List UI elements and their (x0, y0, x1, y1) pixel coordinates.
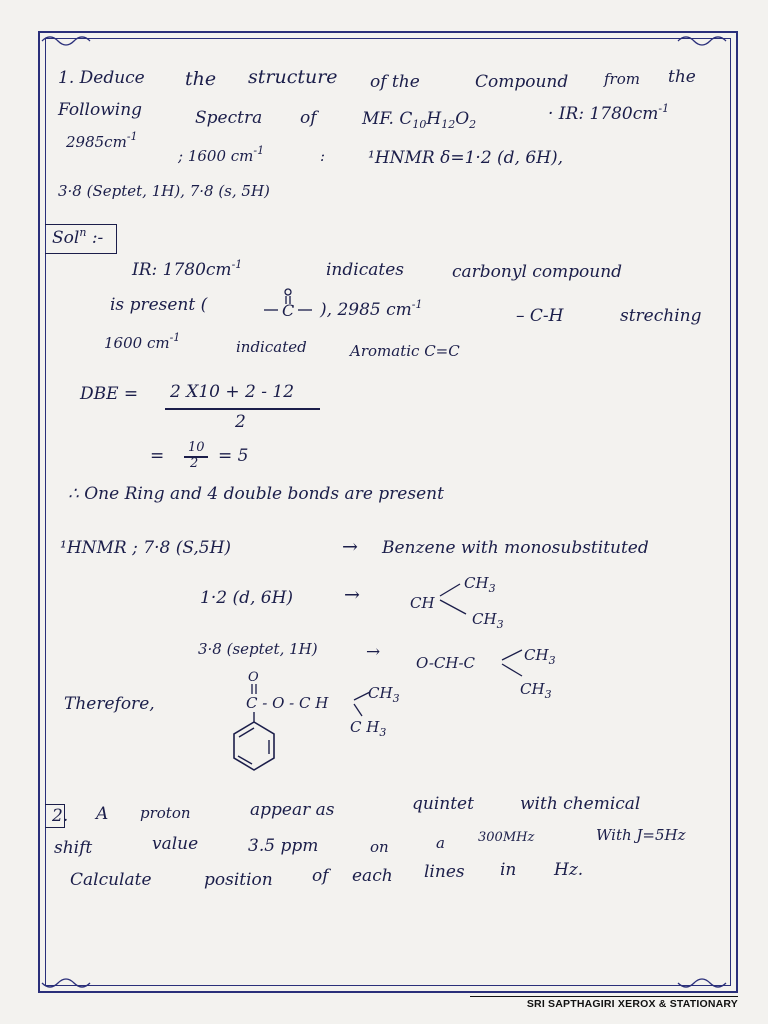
q1-word: the (668, 67, 696, 87)
colon: : (320, 147, 326, 165)
formula-text: H (426, 109, 442, 129)
q1-word: Following (58, 100, 143, 120)
q1-word: of the (370, 72, 420, 92)
q2-word: proton (140, 804, 191, 822)
q1-line2-of (300, 108, 317, 128)
sol-text: carbonyl compound (452, 262, 623, 282)
dbe-text: = 5 (218, 446, 249, 466)
q2-word: With J=5Hz (596, 826, 686, 844)
sol-aromatic-b (236, 338, 307, 356)
q2-word: 2. (52, 806, 69, 826)
chem-sub: 3 (488, 582, 496, 595)
chem-text: CH (464, 574, 489, 592)
q2-word: shift (54, 838, 93, 858)
q1-line3-2985 (66, 130, 138, 151)
q2-word: with chemical (520, 794, 641, 814)
q2-word: quintet (412, 794, 474, 814)
q2-line2-e (436, 834, 445, 852)
dbe-label (80, 384, 138, 404)
benzene-ring (214, 712, 278, 776)
q1-line3-1600 (178, 144, 265, 165)
ch-left (410, 594, 435, 612)
formula-sub: 10 (412, 118, 427, 131)
q1-word: Compound (475, 72, 569, 92)
sol-aromatic-a (104, 331, 181, 352)
formula-sub: 12 (441, 118, 456, 131)
chem-sub: 3 (544, 688, 552, 701)
arrow-icon: → (342, 536, 358, 558)
q2-line1-c (250, 800, 335, 820)
q2-line3-a (70, 870, 152, 890)
q1-word: the (185, 68, 217, 90)
ir-value: · IR: 1780cm (548, 104, 659, 124)
sol-ir-c (452, 262, 622, 282)
chem-text: CH (410, 594, 435, 612)
chem-text: O (248, 670, 259, 685)
q2-word: value (152, 834, 199, 854)
solution-sup: n (79, 226, 87, 239)
q2-word: Hz. (554, 860, 584, 880)
q2-line2-a (54, 838, 92, 858)
chem-text: CH (368, 684, 393, 702)
hnmr-data: 3·8 (Septet, 1H), 7·8 (s, 5H) (58, 182, 270, 200)
q1-word: structure (248, 66, 338, 88)
chem-text: CH (524, 646, 549, 664)
q2-word: a (436, 834, 445, 852)
q2-line2-f (478, 830, 534, 845)
wavenumber: 2985cm (66, 133, 127, 151)
dbe-denominator (235, 412, 246, 432)
septet-arrow (366, 642, 380, 662)
dbe-text: 2 (190, 456, 199, 471)
q2-line3-d (352, 866, 393, 886)
d6h-arrow (344, 584, 360, 606)
sol-text: indicates (326, 260, 404, 280)
sol-text: – C-H (516, 306, 564, 326)
q2-line3-b (204, 870, 273, 890)
septet-label (198, 640, 318, 658)
arrow-icon: → (366, 642, 381, 662)
q2-word: on (370, 838, 389, 856)
sol-text: indicated (236, 338, 307, 356)
corner-ornament-top-left (40, 33, 100, 45)
q2-word: A (96, 804, 109, 824)
q2-word: appear as (250, 800, 335, 820)
sol-sup: -1 (411, 298, 423, 311)
q1-word: from (604, 70, 640, 88)
chem-text: CH (520, 680, 545, 698)
q1-word: of (300, 108, 317, 128)
dbe-denom2 (190, 456, 198, 471)
carbonyl-symbol (258, 286, 318, 320)
q2-line1-b (140, 804, 191, 822)
d6h-label (200, 588, 293, 608)
sol-present-b (320, 300, 422, 320)
q2-word: position (204, 870, 273, 890)
q2-line3-c (312, 866, 329, 886)
chem-sub: 3 (379, 726, 387, 739)
corner-ornament-bottom-left (40, 979, 100, 991)
sol-present-c (516, 306, 563, 326)
footer-rule (470, 996, 738, 997)
dbe-numerator (170, 382, 294, 402)
q1-line2-following (58, 100, 142, 120)
q2-line1-d (412, 794, 474, 814)
q1-line2-ir (548, 104, 669, 124)
q2-line3-g (554, 860, 583, 880)
hnmr-line-a (60, 538, 231, 558)
wavenumber-sup: -1 (253, 144, 265, 157)
q2-line2-b (152, 834, 198, 854)
struct-ch3-top (368, 684, 400, 705)
q2-line3-f (500, 860, 516, 880)
sol-conclusion (68, 484, 444, 504)
dbe-text: 2 X10 + 2 - 12 (170, 382, 295, 402)
q1-line1-compound (475, 72, 568, 92)
therefore-label (64, 694, 155, 714)
chem-sub: 3 (496, 618, 504, 631)
chem-text: O-CH-C (416, 654, 476, 672)
sol-text: Aromatic C=C (350, 342, 460, 360)
dbe-text: = (150, 446, 165, 466)
svg-text:C: C (282, 301, 295, 320)
corner-ornament-top-right (676, 33, 736, 45)
q2-line2-d (370, 838, 389, 856)
q1-line4 (58, 182, 270, 200)
chem-sub: 3 (392, 692, 400, 705)
dbe-text: 10 (188, 440, 205, 455)
och-left (416, 654, 475, 672)
shop-footer: SRI SAPTHAGIRI XEROX & STATIONARY (526, 998, 738, 1010)
q1-line1-ofthe (370, 72, 420, 92)
sol-text: ∴ One Ring and 4 double bonds are present (68, 484, 444, 504)
ch3-bot (472, 610, 504, 631)
solution-text: Sol (52, 228, 80, 248)
sol-sup: -1 (231, 258, 243, 271)
sol-aromatic-c (350, 342, 460, 360)
solution-label (52, 228, 103, 248)
q2-line2-c (248, 836, 318, 856)
hnmr-text: 3·8 (septet, 1H) (198, 640, 318, 658)
dbe-eq2 (150, 446, 164, 466)
q2-line1-e (520, 794, 640, 814)
formula-sub: 2 (469, 118, 477, 131)
q2-num (52, 806, 68, 826)
wavenumber: ; 1600 cm (178, 147, 254, 165)
struct-carbonyl-o (248, 670, 259, 685)
q1-word: Spectra (195, 108, 263, 128)
dbe-numer2 (188, 440, 205, 455)
sol-sup: -1 (169, 331, 181, 344)
och-bot (520, 680, 552, 701)
hnmr-text: 1·2 (d, 6H) (200, 588, 294, 608)
sol-text: IR: 1780cm (132, 260, 232, 280)
sol-text: Therefore, (64, 694, 155, 714)
hnmr-text: Benzene with monosubstituted (382, 538, 649, 558)
q1-line2-spectra (195, 108, 262, 128)
q1-word: 1. Deduce (58, 68, 145, 88)
hnmr-line-b (382, 538, 649, 558)
sol-text: streching (620, 306, 702, 326)
q2-word: in (500, 860, 517, 880)
dbe-text: 2 (235, 412, 246, 432)
q2-line3-e (424, 862, 465, 882)
q2-word: 300MHz (478, 830, 535, 845)
q2-word: lines (424, 862, 465, 882)
sol-present-d (620, 306, 701, 326)
chem-text: C H (350, 718, 380, 736)
q2-word: 3.5 ppm (248, 836, 319, 856)
dbe-result (218, 446, 248, 466)
q1-line1-structure (248, 66, 338, 88)
solution-text: :- (86, 228, 104, 248)
q2-line1-a (96, 804, 108, 824)
arrow-icon: → (344, 584, 360, 606)
formula-text: O (455, 109, 470, 129)
ch3-top (464, 574, 496, 595)
wavenumber-sup: -1 (126, 130, 138, 143)
q1-line3-colon (320, 147, 325, 165)
sol-text: ), 2985 cm (320, 300, 412, 320)
q1-line3-hnmr (368, 148, 563, 168)
struct-ch3-bot (350, 718, 387, 739)
hnmr-text: ¹HNMR ; 7·8 (S,5H) (60, 538, 232, 558)
q2-word: each (352, 866, 393, 886)
q2-word: of (312, 866, 329, 886)
dbe-fraction-line (165, 408, 320, 410)
struct-chain (246, 694, 328, 712)
dbe-text: DBE = (80, 384, 139, 404)
chem-text: C - O - C H (246, 694, 329, 712)
q1-line2-mf (362, 109, 476, 129)
chem-text: CH (472, 610, 497, 628)
hnmr-text: ¹HNMR δ=1·2 (d, 6H), (368, 148, 564, 168)
sol-text: is present ( (110, 295, 208, 315)
sol-ir-b (326, 260, 404, 280)
sol-ir-a (132, 260, 242, 280)
q1-line1-the (185, 68, 216, 90)
q1-line1 (58, 68, 145, 88)
q1-line1-the2 (668, 67, 696, 87)
formula-text: MF. C (362, 109, 413, 129)
q1-line1-from (604, 70, 640, 88)
corner-ornament-bottom-right (676, 979, 736, 991)
q2-word: Calculate (70, 870, 152, 890)
q2-line2-g (596, 826, 686, 844)
sol-present-a (110, 295, 207, 315)
chem-sub: 3 (548, 654, 556, 667)
ir-sup: -1 (658, 102, 670, 115)
och-top (524, 646, 556, 667)
hnmr-arrow (342, 536, 358, 558)
sol-text: 1600 cm (104, 334, 170, 352)
